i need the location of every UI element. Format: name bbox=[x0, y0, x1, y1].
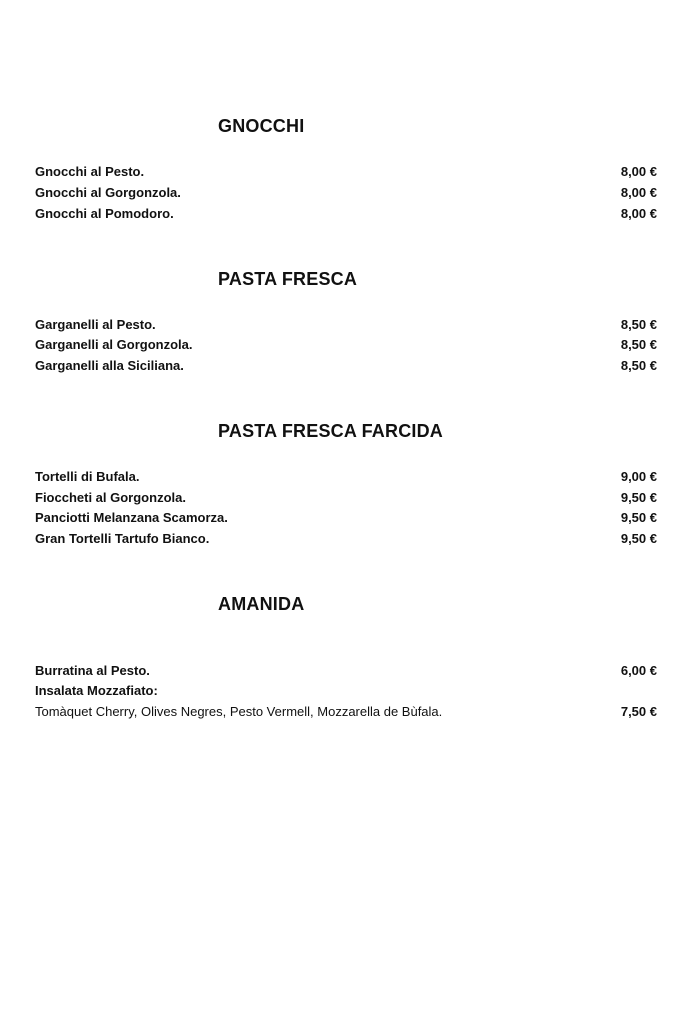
menu-item bbox=[35, 661, 657, 681]
menu-item-price: 6,00 € bbox=[620, 663, 657, 678]
menu-item-name: Insalata Mozzafiato: bbox=[35, 683, 158, 698]
menu-item bbox=[35, 508, 657, 528]
menu-item bbox=[35, 315, 657, 335]
menu-item-name: Garganelli alla Siciliana. bbox=[35, 358, 184, 373]
menu-item-description bbox=[35, 702, 657, 722]
section-title-pasta-fresca: PASTA FRESCA bbox=[218, 269, 358, 289]
menu-item-price: 8,50 € bbox=[620, 337, 657, 352]
menu-item-name: Burratina al Pesto. bbox=[35, 663, 150, 678]
menu-item bbox=[35, 162, 657, 182]
menu-item bbox=[35, 529, 657, 549]
menu-item bbox=[35, 488, 657, 508]
menu-item bbox=[35, 467, 657, 487]
menu-item-price: 8,50 € bbox=[620, 317, 657, 332]
menu-item-name: Tomàquet Cherry, Olives Negres, Pesto Vermell, Mozzarella de Bùfala. bbox=[35, 704, 443, 719]
menu-item bbox=[35, 204, 657, 224]
menu-item-name: Gnocchi al Pesto. bbox=[35, 164, 145, 179]
menu-item-price: 8,00 € bbox=[620, 206, 657, 221]
menu-item-price: 9,50 € bbox=[620, 510, 657, 525]
menu-item-price: 8,50 € bbox=[620, 358, 657, 373]
menu-item-name: Tortelli di Bufala. bbox=[35, 469, 140, 484]
menu-item-price: 7,50 € bbox=[620, 704, 657, 719]
menu-item bbox=[35, 183, 657, 203]
menu-item bbox=[35, 356, 657, 376]
menu-item-name: Gran Tortelli Tartufo Bianco. bbox=[35, 531, 210, 546]
section-title-pasta-fresca-farcida: PASTA FRESCA FARCIDA bbox=[218, 421, 444, 441]
menu-item-price: 8,00 € bbox=[620, 164, 657, 179]
menu-item-name: Garganelli al Pesto. bbox=[35, 317, 156, 332]
menu-item-name: Fioccheti al Gorgonzola. bbox=[35, 490, 186, 505]
menu-item-price: 8,00 € bbox=[620, 185, 657, 200]
menu-item-name: Gnocchi al Pomodoro. bbox=[35, 206, 174, 221]
menu-item bbox=[35, 681, 657, 701]
section-title-gnocchi: GNOCCHI bbox=[218, 116, 305, 136]
menu-item bbox=[35, 335, 657, 355]
section-title-amanida: AMANIDA bbox=[218, 594, 305, 614]
menu-item-price: 9,00 € bbox=[620, 469, 657, 484]
menu-item-price: 9,50 € bbox=[620, 490, 657, 505]
menu-item-name: Gnocchi al Gorgonzola. bbox=[35, 185, 181, 200]
menu-item-name: Garganelli al Gorgonzola. bbox=[35, 337, 193, 352]
menu-item-name: Panciotti Melanzana Scamorza. bbox=[35, 510, 228, 525]
menu-item-price: 9,50 € bbox=[620, 531, 657, 546]
